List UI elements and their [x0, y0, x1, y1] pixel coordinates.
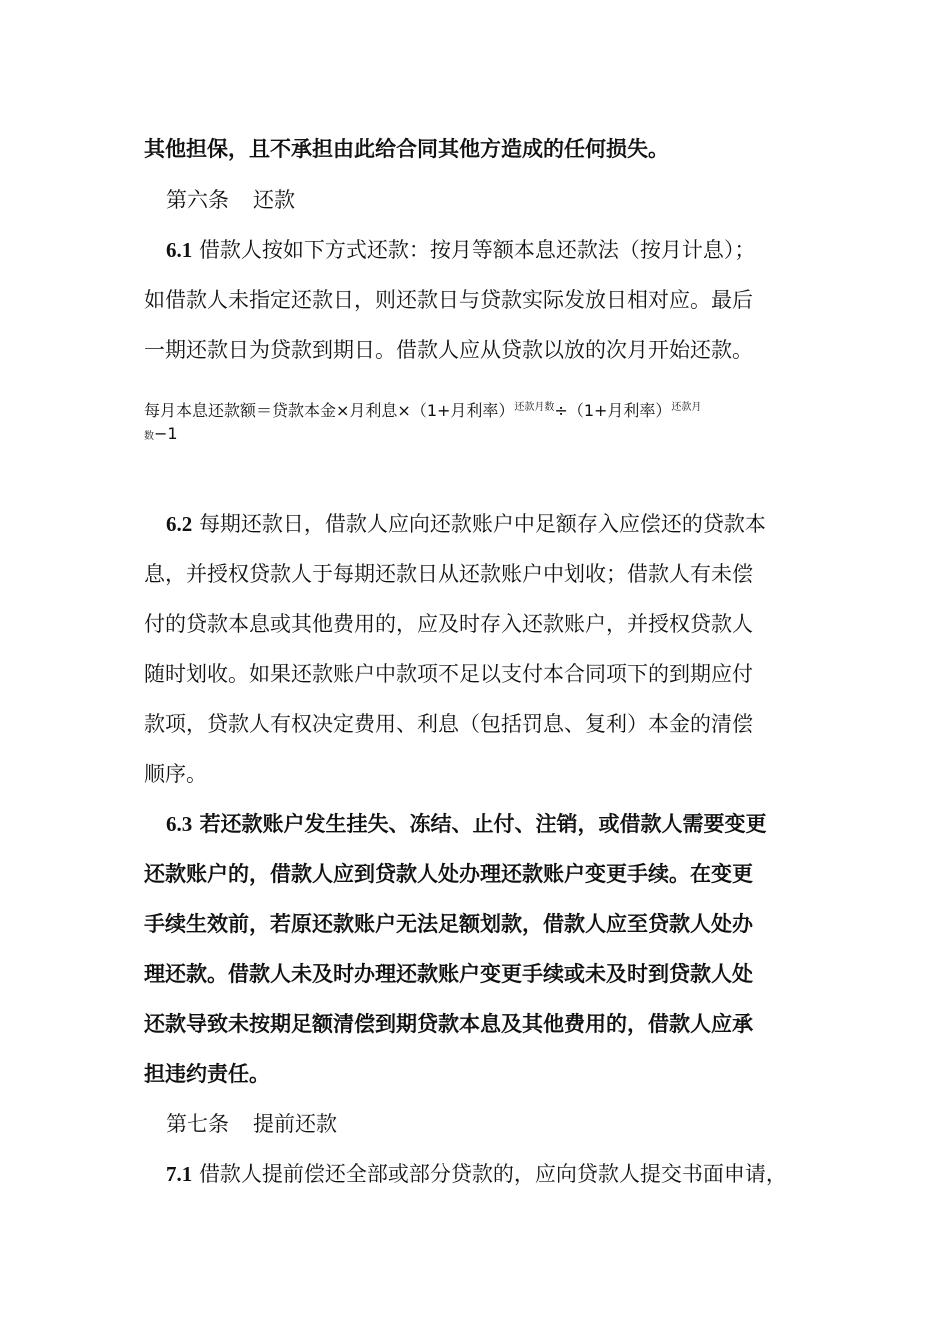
clause-6-2-line-5: 款项，贷款人有权决定费用、利息（包括罚息、复利）本金的清偿 [144, 712, 753, 736]
formula-mid: ÷（1+月利率） [554, 401, 672, 420]
clause-6-2-text-1: 每期还款日，借款人应向还款账户中足额存入应偿还的贷款本 [198, 512, 766, 536]
formula-continuation [144, 424, 824, 447]
clause-6-2-line-6: 顺序。 [144, 762, 207, 786]
article-6-title: 还款 [253, 188, 295, 212]
formula-exponent-tail: 数 [144, 431, 154, 442]
formula-minus-one: −1 [154, 424, 178, 443]
clause-6-1-line-1 [166, 235, 846, 265]
intro-line: 其他担保，且不承担由此给合同其他方造成的任何损失。 [144, 137, 669, 161]
clause-6-2-number: 6.2 [166, 512, 193, 536]
clause-7-1-number: 7.1 [166, 1162, 193, 1186]
article-6-heading [166, 185, 295, 215]
clause-6-2-line-3: 付的贷款本息或其他费用的，应及时存入还款账户，并授权贷款人 [144, 612, 753, 636]
repayment-formula [144, 401, 824, 421]
article-7-label: 第七条 [166, 1112, 229, 1136]
clause-6-2-line-4: 随时划收。如果还款账户中款项不足以支付本合同项下的到期应付 [144, 662, 753, 686]
clause-6-3-line-5: 还款导致未按期足额清偿到期贷款本息及其他费用的，借款人应承 [144, 1012, 753, 1036]
clause-7-1-text-1: 借款人提前偿还全部或部分贷款的，应向贷款人提交书面申请， [198, 1162, 787, 1186]
formula-exponent-1: 还款月数 [514, 402, 555, 413]
formula-exponent-2: 还款月 [671, 402, 702, 413]
clause-6-3-number: 6.3 [166, 812, 193, 836]
clause-6-2-line-1 [166, 509, 846, 539]
article-7-heading [166, 1109, 337, 1139]
clause-6-3-line-2: 还款账户的，借款人应到贷款人处办理还款账户变更手续。在变更 [144, 862, 753, 886]
clause-6-3-line-6: 担违约责任。 [144, 1062, 270, 1086]
clause-6-2-line-2: 息，并授权贷款人于每期还款日从还款账户中划收；借款人有未偿 [144, 562, 753, 586]
clause-7-1-line-1 [166, 1159, 846, 1189]
clause-6-1-number: 6.1 [166, 238, 193, 262]
clause-6-3-line-4: 理还款。借款人未及时办理还款账户变更手续或未及时到贷款人处 [144, 962, 753, 986]
clause-6-3-line-3: 手续生效前，若原还款账户无法足额划款，借款人应至贷款人处办 [144, 912, 753, 936]
clause-6-1-text-1: 借款人按如下方式还款：按月等额本息还款法（按月计息）； [198, 238, 756, 262]
article-6-label: 第六条 [166, 188, 229, 212]
clause-6-3-text-1: 若还款账户发生挂失、冻结、止付、注销，或借款人需要变更 [199, 812, 767, 836]
clause-6-1-line-3: 一期还款日为贷款到期日。借款人应从贷款以放的次月开始还款。 [144, 338, 753, 362]
clause-6-1-line-2: 如借款人未指定还款日，则还款日与贷款实际发放日相对应。最后 [144, 288, 753, 312]
article-7-title: 提前还款 [253, 1112, 337, 1136]
clause-6-3-line-1 [166, 809, 846, 839]
formula-main: 每月本息还款额＝贷款本金×月利息×（1+月利率） [144, 401, 515, 420]
